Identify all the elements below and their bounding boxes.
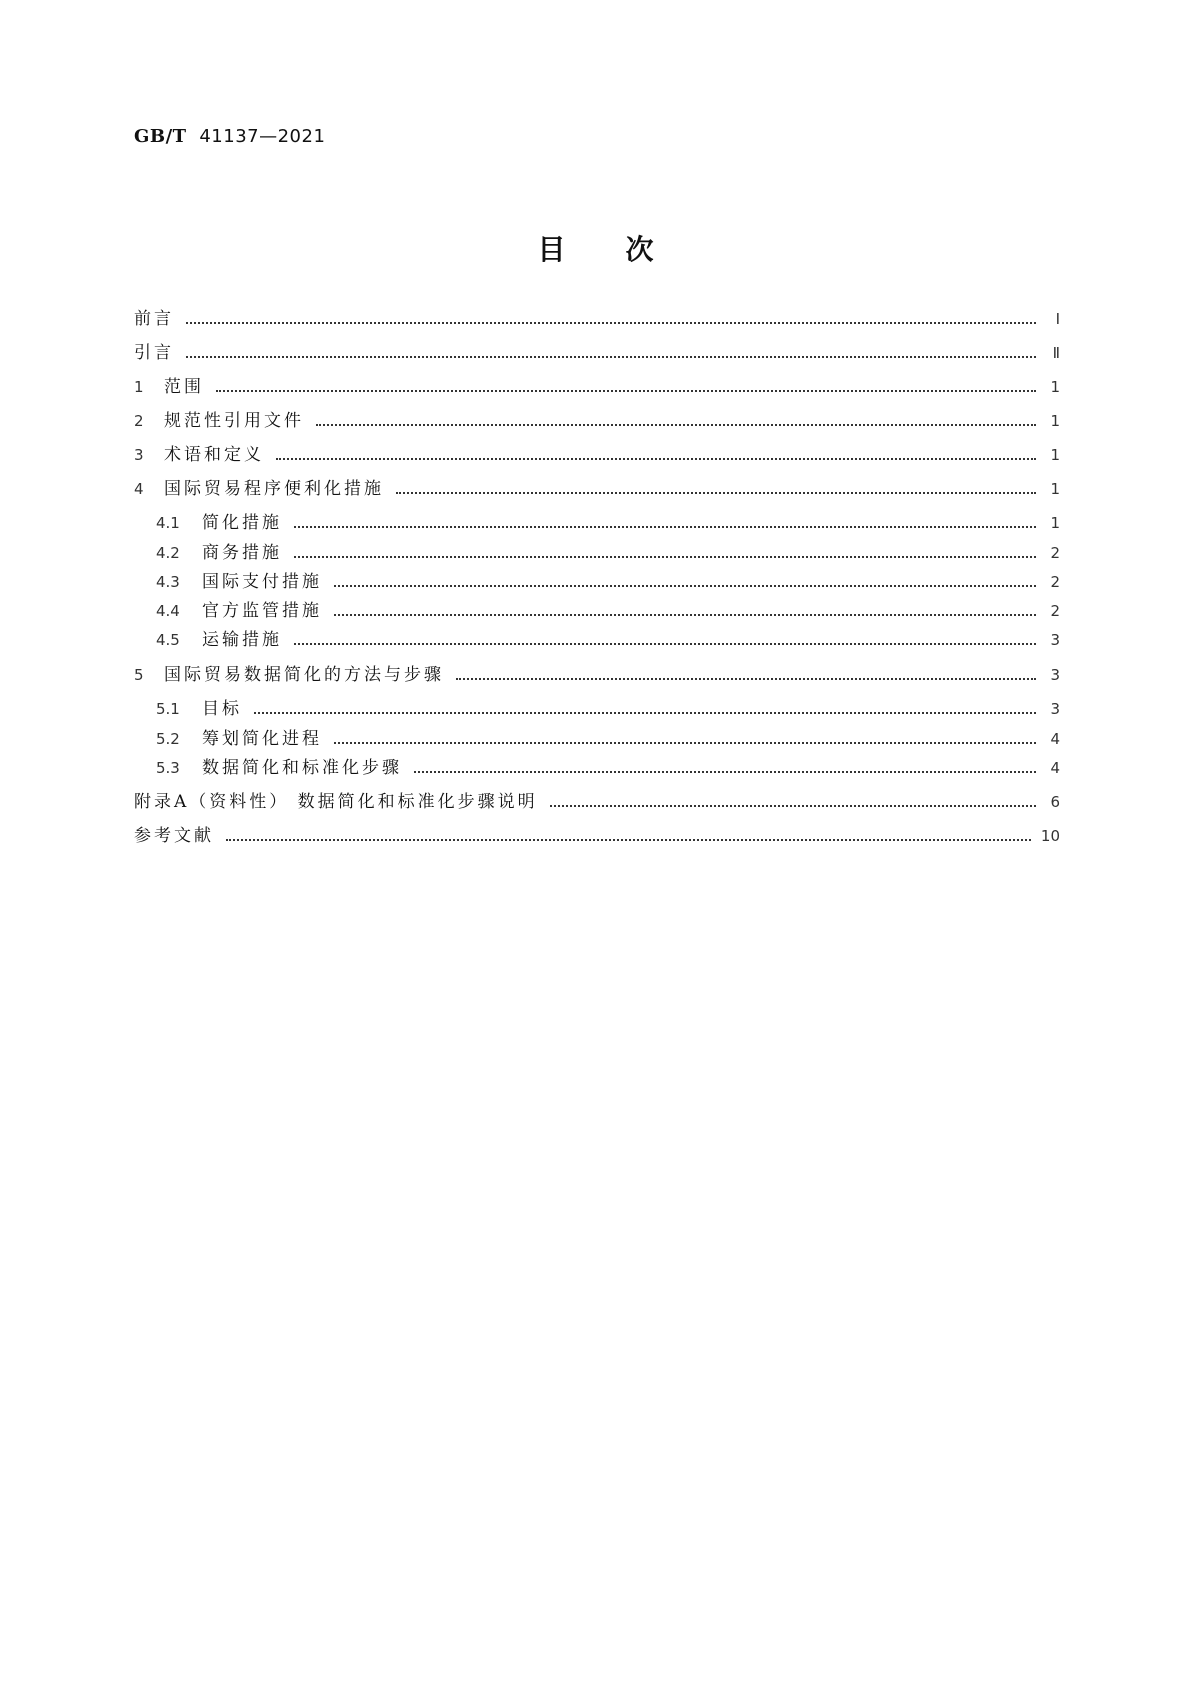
toc-entry-number: 3 bbox=[134, 446, 144, 464]
toc-entry-4-4[interactable] bbox=[134, 598, 1060, 622]
toc-entry-label: 国际支付措施 bbox=[202, 572, 322, 592]
toc-entry-page: 4 bbox=[1050, 759, 1060, 777]
toc-entry-page: 1 bbox=[1050, 514, 1060, 532]
toc-entry-terms[interactable] bbox=[134, 442, 1060, 466]
toc-entry-label: 规范性引用文件 bbox=[164, 411, 304, 431]
toc-entry-number: 4.4 bbox=[156, 602, 180, 620]
toc-entry-label: 运输措施 bbox=[202, 630, 282, 650]
toc-entry-5-2[interactable] bbox=[134, 726, 1060, 750]
dot-leader bbox=[216, 390, 1036, 392]
toc-entry-page: 3 bbox=[1050, 666, 1060, 684]
standard-prefix: GB/T bbox=[134, 126, 187, 147]
dot-leader bbox=[294, 643, 1036, 645]
page-title: 目次 bbox=[537, 233, 714, 266]
toc-entry-page: Ⅱ bbox=[1052, 344, 1060, 362]
toc-entry-page: 10 bbox=[1040, 827, 1060, 845]
standard-header bbox=[134, 126, 325, 147]
toc-entry-label: 目标 bbox=[202, 699, 242, 719]
toc-entry-label: 商务措施 bbox=[202, 543, 282, 563]
toc-entry-page: 6 bbox=[1050, 793, 1060, 811]
toc-entry-number: 4.5 bbox=[156, 631, 180, 649]
toc-entry-bibliography[interactable] bbox=[134, 823, 1060, 847]
toc-entry-number: 4.3 bbox=[156, 573, 180, 591]
toc-entry-label: 数据简化和标准化步骤 bbox=[202, 758, 402, 778]
toc-entry-number: 4.1 bbox=[156, 514, 180, 532]
toc-entry-page: 1 bbox=[1050, 412, 1060, 430]
toc-entry-number: 4 bbox=[134, 480, 144, 498]
toc-entry-section-4[interactable] bbox=[134, 476, 1060, 500]
dot-leader bbox=[456, 678, 1036, 680]
dot-leader bbox=[294, 526, 1036, 528]
toc-entry-page: Ⅰ bbox=[1055, 310, 1060, 328]
toc-entry-number: 5.1 bbox=[156, 700, 180, 718]
toc-entry-label: 前言 bbox=[134, 309, 174, 329]
dot-leader bbox=[396, 492, 1036, 494]
toc-entry-page: 2 bbox=[1050, 602, 1060, 620]
toc-entry-label: 参考文献 bbox=[134, 826, 214, 846]
toc-entry-label: 国际贸易程序便利化措施 bbox=[164, 479, 384, 499]
dot-leader bbox=[254, 712, 1036, 714]
dot-leader bbox=[186, 322, 1036, 324]
standard-number: 41137—2021 bbox=[199, 126, 326, 147]
toc-entry-number: 1 bbox=[134, 378, 144, 396]
toc-entry-5-3[interactable] bbox=[134, 755, 1060, 779]
toc-entry-number: 4.2 bbox=[156, 544, 180, 562]
dot-leader bbox=[334, 614, 1036, 616]
dot-leader bbox=[334, 742, 1036, 744]
toc-entry-foreword[interactable] bbox=[134, 306, 1060, 330]
dot-leader bbox=[294, 556, 1036, 558]
toc-entry-number: 5 bbox=[134, 666, 144, 684]
toc-entry-label: 范围 bbox=[164, 377, 204, 397]
toc-entry-annex-a[interactable] bbox=[134, 789, 1060, 813]
toc-entry-page: 2 bbox=[1050, 544, 1060, 562]
toc-entry-number: 5.3 bbox=[156, 759, 180, 777]
toc-entry-5-1[interactable] bbox=[134, 696, 1060, 720]
toc-entry-label: 筹划简化进程 bbox=[202, 729, 322, 749]
dot-leader bbox=[334, 585, 1036, 587]
toc-entry-scope[interactable] bbox=[134, 374, 1060, 398]
toc-entry-label: 简化措施 bbox=[202, 513, 282, 533]
dot-leader bbox=[550, 805, 1036, 807]
toc-entry-page: 3 bbox=[1050, 631, 1060, 649]
toc-entry-page: 1 bbox=[1050, 378, 1060, 396]
toc-entry-4-5[interactable] bbox=[134, 627, 1060, 651]
toc-entry-introduction[interactable] bbox=[134, 340, 1060, 364]
toc-entry-page: 4 bbox=[1050, 730, 1060, 748]
toc-entry-normative-references[interactable] bbox=[134, 408, 1060, 432]
toc-entry-page: 1 bbox=[1050, 480, 1060, 498]
toc-entry-page: 1 bbox=[1050, 446, 1060, 464]
dot-leader bbox=[414, 771, 1036, 773]
toc-entry-4-2[interactable] bbox=[134, 540, 1060, 564]
dot-leader bbox=[186, 356, 1036, 358]
toc-entry-number: 5.2 bbox=[156, 730, 180, 748]
toc-entry-label: 官方监管措施 bbox=[202, 601, 322, 621]
toc-entry-4-3[interactable] bbox=[134, 569, 1060, 593]
toc-entry-4-1[interactable] bbox=[134, 510, 1060, 534]
toc-entry-label: 国际贸易数据简化的方法与步骤 bbox=[164, 665, 444, 685]
toc-entry-page: 3 bbox=[1050, 700, 1060, 718]
toc-entry-number: 2 bbox=[134, 412, 144, 430]
dot-leader bbox=[316, 424, 1036, 426]
toc-entry-label: 引言 bbox=[134, 343, 174, 363]
toc-entry-label: 术语和定义 bbox=[164, 445, 264, 465]
toc-entry-page: 2 bbox=[1050, 573, 1060, 591]
toc-entry-section-5[interactable] bbox=[134, 662, 1060, 686]
dot-leader bbox=[276, 458, 1036, 460]
toc-entry-label: 附录A（资料性） 数据简化和标准化步骤说明 bbox=[134, 792, 538, 812]
dot-leader bbox=[226, 839, 1031, 841]
